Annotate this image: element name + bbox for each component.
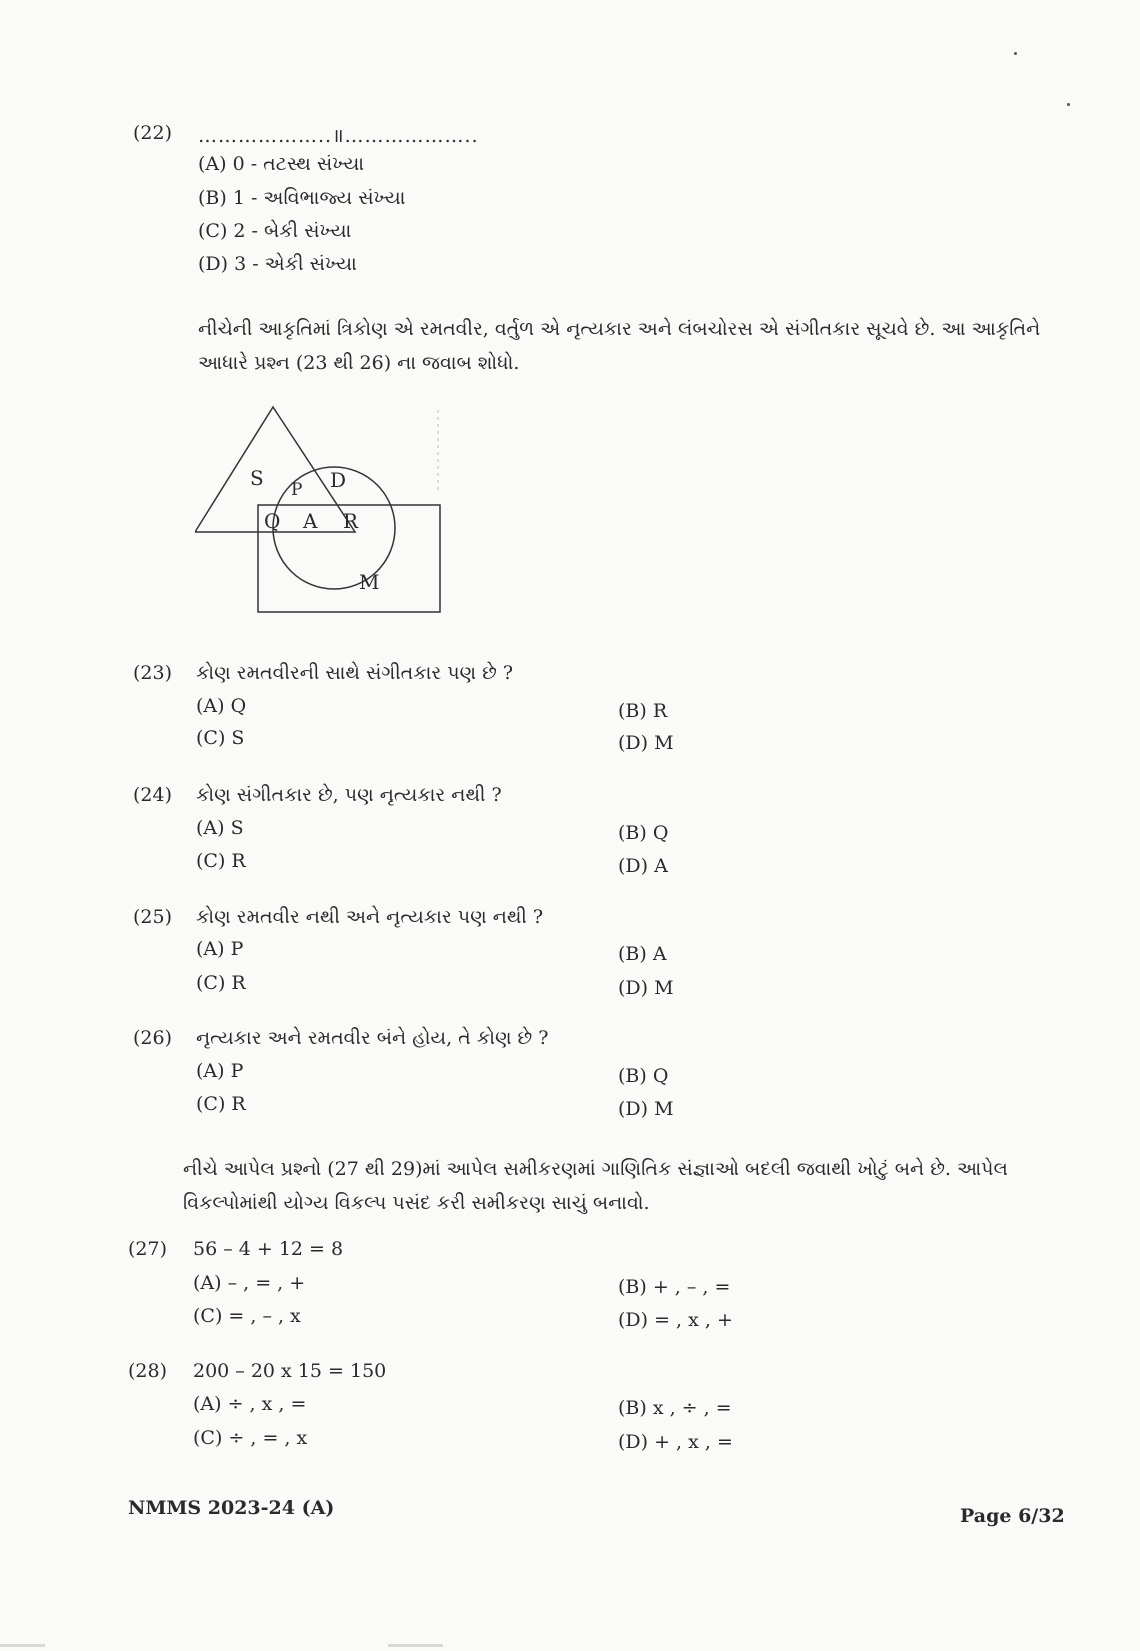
option-d: (D) A (618, 855, 668, 877)
question-number: (27) (128, 1238, 168, 1260)
question-number: (28) (128, 1360, 168, 1382)
option-c: (C) 2 - બેકી સંખ્યા (198, 220, 352, 242)
venn-diagram (195, 395, 465, 620)
question-stem: 56 – 4 + 12 = 8 (193, 1238, 344, 1260)
option-a: (A) Q (196, 695, 247, 717)
instruction-line: વિકલ્પોમાંથી યોગ્ય વિકલ્પ પસંદ કરી સમીકરણ સાચું બનાવો. (183, 1192, 650, 1214)
option-a: (A) – , = , + (193, 1272, 306, 1294)
option-a: (A) 0 - તટસ્થ સંખ્યા (198, 153, 364, 175)
question-number: (26) (133, 1027, 173, 1049)
option-b: (B) Q (618, 1065, 669, 1087)
venn-label-q: Q (264, 509, 281, 533)
question-stem: 200 – 20 x 15 = 150 (193, 1360, 387, 1382)
question-stem: કોણ રમતવીર નથી અને નૃત્યકાર પણ નથી ? (196, 906, 544, 928)
scan-smudge (388, 1644, 443, 1647)
scan-speck (1014, 52, 1017, 55)
option-d: (D) 3 - એકી સંખ્યા (198, 253, 357, 275)
question-number: (24) (133, 784, 173, 806)
option-b: (B) R (618, 700, 668, 722)
option-c: (C) R (196, 1093, 246, 1115)
venn-label-m: M (359, 570, 380, 594)
instruction-paragraph (198, 312, 1078, 380)
option-a: (A) ÷ , x , = (193, 1393, 307, 1415)
footer-exam-code: NMMS 2023-24 (A) (128, 1497, 335, 1519)
question-stem: કોણ સંગીતકાર છે, પણ નૃત્યકાર નથી ? (196, 784, 502, 806)
option-b: (B) 1 - અવિભાજ્ય સંખ્યા (198, 187, 406, 209)
question-stem: કોણ રમતવીરની સાથે સંગીતકાર પણ છે ? (196, 662, 514, 684)
question-stem: ………………..॥……………….. (198, 125, 479, 147)
venn-label-d: D (330, 468, 347, 492)
instruction-line: આધારે પ્રશ્ન (23 થી 26) ના જવાબ શોધો. (198, 352, 520, 374)
option-a: (A) P (196, 1060, 244, 1082)
instruction-line: નીચે આપેલ પ્રશ્નો (27 થી 29)માં આપેલ સમીકરણમાં ગાણિતિક સંજ્ઞાઓ બદલી જવાથી ખોટું બને છે. આપેલ (183, 1158, 1008, 1180)
venn-label-r: R (343, 509, 359, 533)
question-number: (23) (133, 662, 173, 684)
option-d: (D) M (618, 977, 674, 999)
question-number: (22) (133, 122, 173, 144)
option-b: (B) A (618, 943, 667, 965)
option-a: (A) S (196, 817, 244, 839)
question-stem: નૃત્યકાર અને રમતવીર બંને હોય, તે કોણ છે ? (196, 1027, 549, 1049)
question-number: (25) (133, 906, 173, 928)
footer-page-number: Page 6/32 (960, 1505, 1065, 1527)
scan-speck (1067, 103, 1070, 106)
option-a: (A) P (196, 938, 244, 960)
option-c: (C) R (196, 850, 246, 872)
option-b: (B) x , ÷ , = (618, 1397, 732, 1419)
option-b: (B) + , – , = (618, 1276, 731, 1298)
option-c: (C) S (196, 727, 245, 749)
option-d: (D) M (618, 1098, 674, 1120)
option-d: (D) = , x , + (618, 1309, 733, 1331)
option-d: (D) M (618, 732, 674, 754)
instruction-paragraph (183, 1152, 1063, 1220)
option-c: (C) = , – , x (193, 1305, 301, 1327)
scan-smudge (0, 1644, 45, 1647)
venn-label-a: A (303, 509, 318, 533)
venn-label-s: S (250, 466, 264, 490)
option-b: (B) Q (618, 822, 669, 844)
option-c: (C) ÷ , = , x (193, 1427, 308, 1449)
venn-label-p: P (291, 480, 303, 500)
instruction-line: નીચેની આકૃતિમાં ત્રિકોણ એ રમતવીર, વર્તુળ એ નૃત્યકાર અને લંબચોરસ એ સંગીતકાર સૂચવે છે. આ આકૃતિને (198, 318, 1041, 340)
option-c: (C) R (196, 972, 246, 994)
option-d: (D) + , x , = (618, 1431, 733, 1453)
